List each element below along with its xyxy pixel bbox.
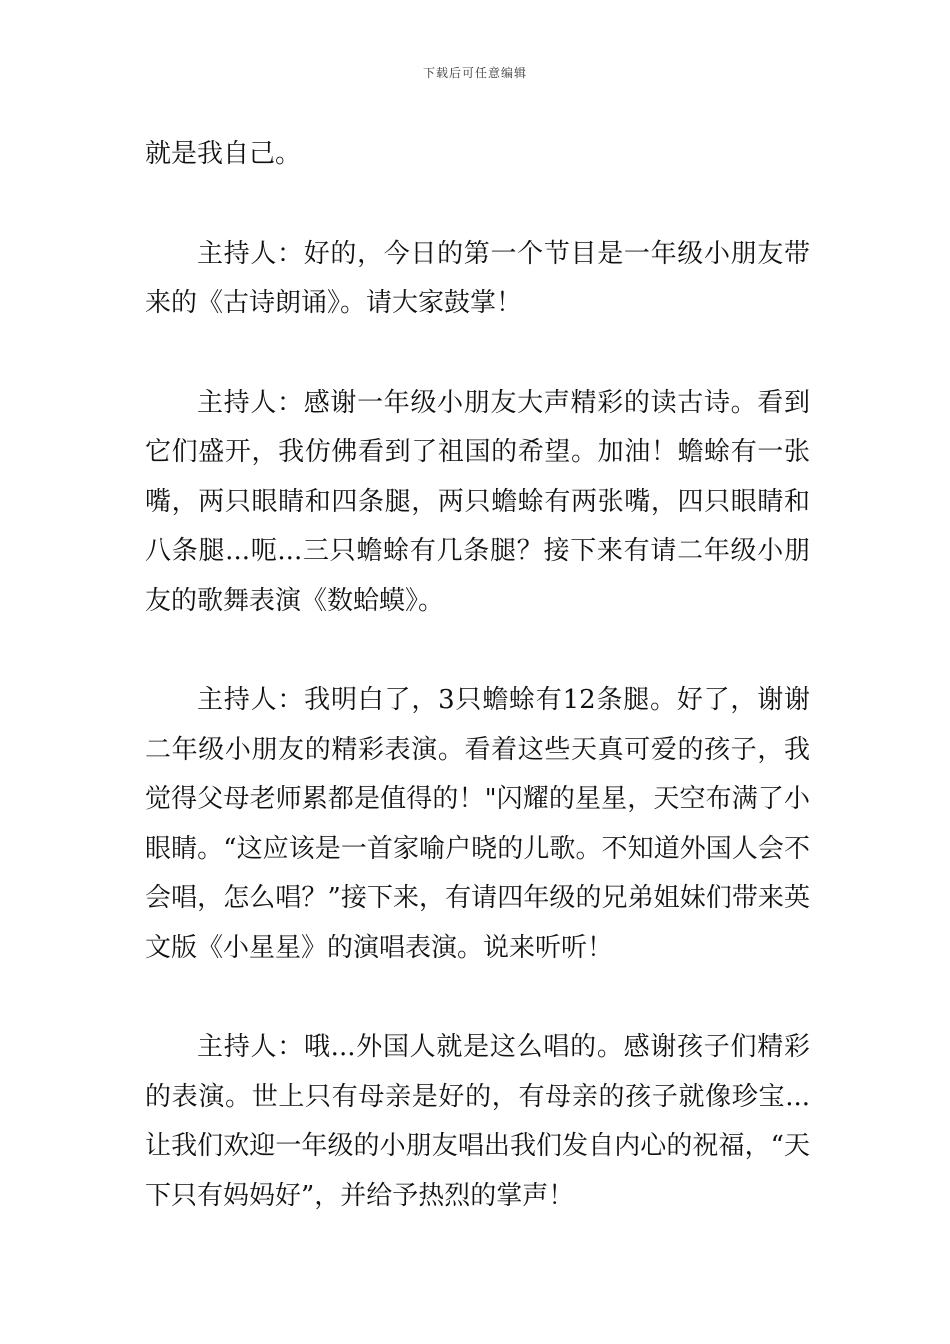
paragraph-gap (145, 180, 810, 230)
page-header-note: 下载后可任意编辑 (422, 66, 527, 80)
paragraph-3: 主持人：感谢一年级小朋友大声精彩的读古诗。看到它们盛开，我仿佛看到了祖国的希望。加油！蟾蜍有一张嘴，两只眼睛和四条腿，两只蟾蜍有两张嘴，四只眼睛和八条腿...呃...三只蟾蜍有几条腿？接下来有请二年级小朋友的歌舞表演《数蛤蟆》。 (145, 387, 810, 616)
paragraph-1: 就是我自己。 (145, 139, 302, 169)
paragraph-gap (145, 329, 810, 379)
paragraph-5: 主持人：哦...外国人就是这么唱的。感谢孩子们精彩的表演。世上只有母亲是好的，有母亲的孩子就像珍宝...让我们欢迎一年级的小朋友唱出我们发自内心的祝福，“天下只有妈妈好”，并给予热烈的掌声！ (145, 1032, 810, 1211)
document-body (145, 130, 810, 1221)
paragraph-2: 主持人：好的，今日的第一个节目是一年级小朋友带来的《古诗朗诵》。请大家鼓掌！ (145, 238, 810, 318)
paragraph-gap (145, 626, 810, 676)
paragraph-gap (145, 973, 810, 1023)
paragraph-4: 主持人：我明白了，3只蟾蜍有12条腿。好了，谢谢二年级小朋友的精彩表演。看着这些天真可爱的孩子，我觉得父母老师累都是值得的！"闪耀的星星，天空布满了小眼睛。“这应该是一首家喻户晓的儿歌。不知道外国人会不会唱，怎么唱？”接下来，有请四年级的兄弟姐妹们带来英文版《小星星》的演唱表演。说来听听！ (145, 685, 810, 963)
